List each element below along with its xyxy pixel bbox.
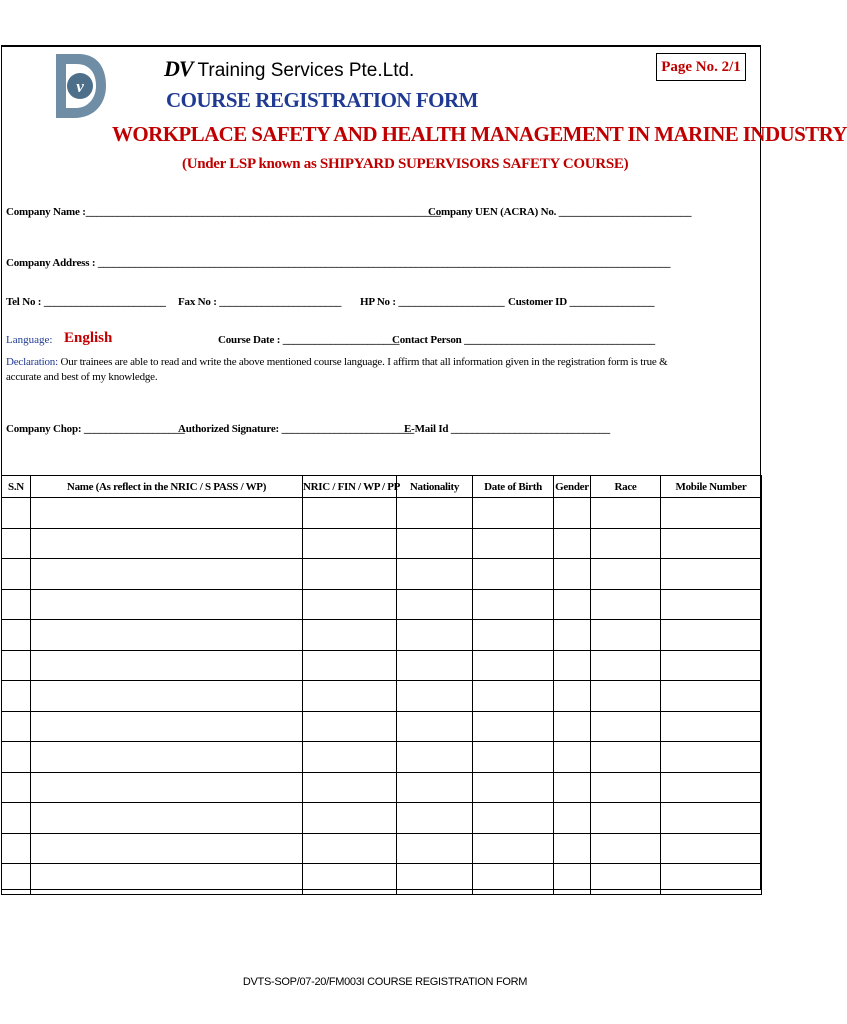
form-title: COURSE REGISTRATION FORM: [166, 88, 478, 112]
table-cell[interactable]: [473, 498, 554, 529]
table-cell[interactable]: [303, 803, 397, 834]
header-mobile: Mobile Number: [661, 476, 762, 498]
table-cell[interactable]: [303, 711, 397, 742]
table-cell[interactable]: [591, 589, 661, 620]
table-cell[interactable]: [661, 681, 762, 712]
table-cell[interactable]: [591, 711, 661, 742]
table-cell[interactable]: [591, 559, 661, 590]
table-cell[interactable]: [31, 650, 303, 681]
table-cell[interactable]: [2, 742, 31, 773]
table-cell[interactable]: [397, 833, 473, 864]
table-cell[interactable]: [2, 833, 31, 864]
table-cell[interactable]: [473, 589, 554, 620]
table-cell[interactable]: [397, 742, 473, 773]
tel-no-field[interactable]: Tel No : _______________________: [6, 296, 166, 308]
company-name: [164, 56, 414, 82]
table-cell[interactable]: [473, 620, 554, 651]
table-cell[interactable]: [661, 589, 762, 620]
table-cell[interactable]: [31, 772, 303, 803]
table-row: [2, 742, 762, 773]
table-cell[interactable]: [303, 742, 397, 773]
table-cell[interactable]: [554, 650, 591, 681]
dv-logo-icon: [52, 52, 108, 120]
header-name: Name (As reflect in the NRIC / S PASS / WP): [31, 476, 303, 498]
table-row: [2, 620, 762, 651]
table-cell[interactable]: [473, 772, 554, 803]
table-cell[interactable]: [591, 650, 661, 681]
table-cell[interactable]: [591, 498, 661, 529]
customer-id-field[interactable]: Customer ID ________________: [508, 296, 655, 308]
top-border: [1, 45, 761, 47]
table-cell[interactable]: [661, 772, 762, 803]
course-title: WORKPLACE SAFETY AND HEALTH MANAGEMENT IN MARINE INDUSTRY: [112, 122, 847, 146]
declaration-text: Our trainees are able to read and write the above mentioned course language. I affirm that all information given in the registration form is true & accurate and best of my knowledge.: [6, 356, 668, 383]
table-cell[interactable]: [591, 620, 661, 651]
declaration: [6, 355, 696, 385]
table-cell[interactable]: [397, 803, 473, 834]
table-cell[interactable]: [2, 559, 31, 590]
table-cell[interactable]: [303, 498, 397, 529]
table-cell[interactable]: [397, 772, 473, 803]
table-cell[interactable]: [31, 711, 303, 742]
table-cell[interactable]: [591, 803, 661, 834]
table-cell[interactable]: [591, 864, 661, 895]
table-cell[interactable]: [31, 833, 303, 864]
table-cell[interactable]: [661, 803, 762, 834]
table-cell[interactable]: [554, 498, 591, 529]
table-cell[interactable]: [397, 650, 473, 681]
table-cell[interactable]: [303, 650, 397, 681]
table-cell[interactable]: [31, 620, 303, 651]
table-cell[interactable]: [661, 864, 762, 895]
contact-person-field[interactable]: Contact Person ____________________________________: [392, 334, 655, 346]
table-cell[interactable]: [661, 528, 762, 559]
table-cell[interactable]: [554, 620, 591, 651]
table-cell[interactable]: [554, 772, 591, 803]
table-row: [2, 864, 762, 895]
table-cell[interactable]: [473, 681, 554, 712]
trainee-table: [1, 475, 762, 895]
table-cell[interactable]: [473, 711, 554, 742]
table-cell[interactable]: [303, 681, 397, 712]
course-subtitle: (Under LSP known as SHIPYARD SUPERVISORS SAFETY COURSE): [182, 156, 629, 172]
table-cell[interactable]: [31, 864, 303, 895]
company-chop-field[interactable]: Company Chop: ___________________: [6, 423, 185, 435]
header-nric: NRIC / FIN / WP / PP: [303, 476, 397, 498]
table-cell[interactable]: [591, 833, 661, 864]
table-cell[interactable]: [31, 559, 303, 590]
table-cell[interactable]: [303, 589, 397, 620]
table-cell[interactable]: [473, 742, 554, 773]
table-cell[interactable]: [31, 589, 303, 620]
table-cell[interactable]: [661, 833, 762, 864]
table-cell[interactable]: [473, 803, 554, 834]
table-cell[interactable]: [661, 498, 762, 529]
header-gender: Gender: [554, 476, 591, 498]
declaration-label: Declaration:: [6, 356, 58, 368]
company-name-text: Training Services Pte.Ltd.: [197, 60, 415, 81]
table-cell[interactable]: [303, 620, 397, 651]
table-cell[interactable]: [2, 589, 31, 620]
course-date-field[interactable]: Course Date : ______________________: [218, 334, 400, 346]
table-cell[interactable]: [554, 681, 591, 712]
table-cell[interactable]: [303, 528, 397, 559]
table-row: [2, 772, 762, 803]
table-cell[interactable]: [661, 620, 762, 651]
table-cell[interactable]: [554, 589, 591, 620]
language-value: English: [64, 330, 113, 346]
table-cell[interactable]: [473, 864, 554, 895]
page-number: Page No. 2/1: [656, 53, 746, 81]
table-header-row: [2, 476, 762, 498]
table-cell[interactable]: [397, 528, 473, 559]
table-cell[interactable]: [31, 528, 303, 559]
table-cell[interactable]: [554, 528, 591, 559]
table-cell[interactable]: [31, 681, 303, 712]
table-cell[interactable]: [303, 833, 397, 864]
company-name-field[interactable]: Company Name :___________________________________________________________________: [6, 206, 441, 218]
authorized-signature-field[interactable]: Authorized Signature: _________________________: [178, 423, 415, 435]
table-row: [2, 681, 762, 712]
company-uen-field[interactable]: Company UEN (ACRA) No. _________________________: [428, 206, 692, 218]
table-cell[interactable]: [397, 498, 473, 529]
table-cell[interactable]: [554, 833, 591, 864]
table-cell[interactable]: [473, 559, 554, 590]
table-cell[interactable]: [591, 742, 661, 773]
table-cell[interactable]: [2, 772, 31, 803]
table-cell[interactable]: [591, 772, 661, 803]
table-cell[interactable]: [473, 650, 554, 681]
table-row: [2, 528, 762, 559]
table-cell[interactable]: [2, 803, 31, 834]
table-cell[interactable]: [2, 528, 31, 559]
header-sn: S.N: [2, 476, 31, 498]
table-cell[interactable]: [397, 620, 473, 651]
svg-text:v: v: [76, 77, 84, 96]
table-row: [2, 803, 762, 834]
table-cell[interactable]: [31, 803, 303, 834]
table-cell[interactable]: [554, 711, 591, 742]
table-cell[interactable]: [554, 742, 591, 773]
table-row: [2, 711, 762, 742]
table-cell[interactable]: [473, 833, 554, 864]
table-cell[interactable]: [661, 650, 762, 681]
table-cell[interactable]: [397, 681, 473, 712]
table-row: [2, 498, 762, 529]
table-cell[interactable]: [661, 559, 762, 590]
company-brand: DV: [164, 56, 193, 81]
table-row: [2, 559, 762, 590]
hp-no-field[interactable]: HP No : ____________________: [360, 296, 505, 308]
table-cell[interactable]: [31, 742, 303, 773]
table-row: [2, 589, 762, 620]
table-cell[interactable]: [2, 650, 31, 681]
language-label: Language:: [6, 334, 53, 346]
table-cell[interactable]: [473, 528, 554, 559]
table-cell[interactable]: [591, 681, 661, 712]
fax-no-field[interactable]: Fax No : _______________________: [178, 296, 342, 308]
table-cell[interactable]: [554, 803, 591, 834]
table-cell[interactable]: [397, 559, 473, 590]
table-cell[interactable]: [303, 559, 397, 590]
table-cell[interactable]: [303, 864, 397, 895]
table-cell[interactable]: [2, 711, 31, 742]
table-cell[interactable]: [554, 864, 591, 895]
table-cell[interactable]: [397, 711, 473, 742]
table-row: [2, 833, 762, 864]
email-id-field[interactable]: E-Mail Id ______________________________: [404, 423, 610, 435]
company-address-field[interactable]: Company Address : ____________________________________________________________________________________________________________: [6, 257, 671, 269]
table-cell[interactable]: [661, 742, 762, 773]
table-cell[interactable]: [397, 589, 473, 620]
table-row: [2, 650, 762, 681]
table-cell[interactable]: [661, 711, 762, 742]
table-cell[interactable]: [2, 681, 31, 712]
table-cell[interactable]: [2, 864, 31, 895]
header-dob: Date of Birth: [473, 476, 554, 498]
table-cell[interactable]: [303, 772, 397, 803]
footer-code: DVTS-SOP/07-20/FM003I COURSE REGISTRATION FORM: [242, 976, 528, 988]
header-race: Race: [591, 476, 661, 498]
header-nationality: Nationality: [397, 476, 473, 498]
table-cell[interactable]: [397, 864, 473, 895]
table-cell[interactable]: [554, 559, 591, 590]
table-cell[interactable]: [591, 528, 661, 559]
table-cell[interactable]: [31, 498, 303, 529]
table-cell[interactable]: [2, 620, 31, 651]
table-cell[interactable]: [2, 498, 31, 529]
